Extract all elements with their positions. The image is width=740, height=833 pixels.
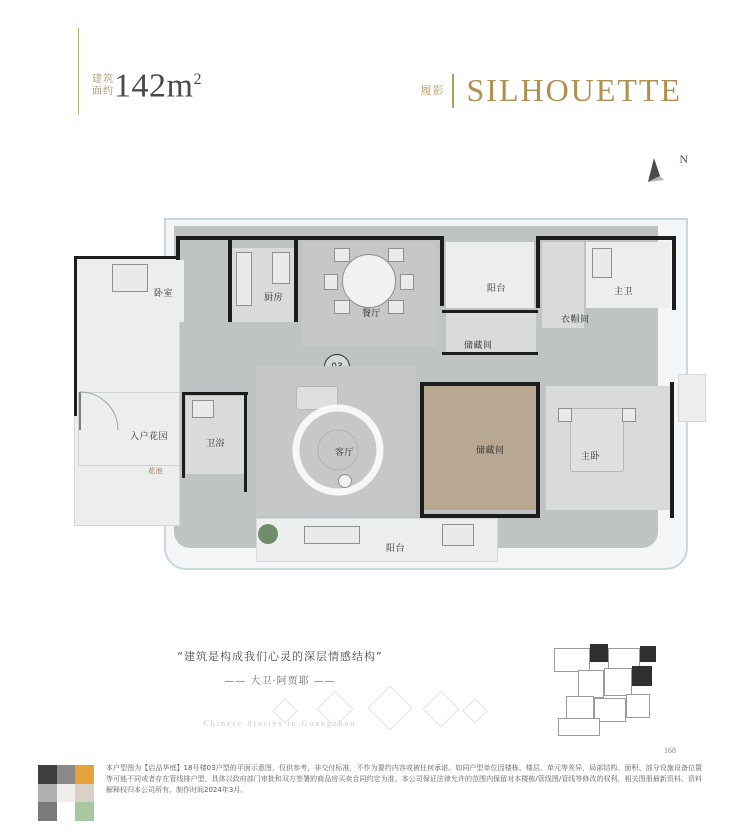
color-swatch (57, 765, 76, 784)
room-label-storage-north: 储藏间 (464, 341, 493, 351)
wall-segment (74, 256, 178, 259)
legal-disclaimer-text: 本户型图为【启品华庭】18号楼03户型的平面示意图，仅供参考，非交付标准，不作为要约内容或被任何承诺。如同户型单位因楼栋、楼层、单元等差异，局部结构、面积、部分设施设备位置等可能不同或者存在管线排户型。具体以政府部门审批和双方签署的商品房买卖合同约定为准。本公司保证法律允许的范围内保留对本楼栋/管线图/管线等修改的权利，相关图册最新资料、资料解释权归本公司所有。制作时间2024年3月。 (106, 764, 702, 794)
brand-name-cn: 履影 (420, 84, 445, 97)
exterior-ac-platform (678, 374, 706, 422)
color-swatch (75, 784, 94, 803)
room-label-dining: 餐厅 (362, 309, 382, 319)
wall-segment (442, 310, 538, 313)
page-footer (0, 757, 740, 833)
color-swatch (38, 765, 57, 784)
header-divider-rule (78, 28, 79, 114)
furniture-dining-chair (388, 300, 404, 314)
brand-divider (452, 74, 454, 108)
wall-segment (228, 236, 232, 322)
furniture-kitchen-counter (236, 252, 252, 306)
brand-name-en: SILHOUETTE (466, 72, 682, 108)
decor-diamond-icon (367, 685, 412, 730)
room-label-master-bedroom: 主卧 (581, 452, 601, 462)
brand-block (420, 72, 682, 109)
decor-diamond-icon (317, 691, 354, 728)
room-label-living: 客厅 (335, 448, 355, 458)
wall-segment (420, 382, 424, 518)
furniture-master-bed (570, 408, 624, 472)
color-swatch (75, 802, 94, 821)
wall-segment (536, 236, 676, 240)
color-swatch (75, 765, 94, 784)
wall-segment (440, 236, 444, 306)
key-plan-block-highlight (640, 646, 656, 662)
furniture-balcony-bench (304, 526, 360, 544)
wall-segment (536, 236, 540, 308)
quote-english-caption: Chinese Stories in Guangzhou (203, 719, 357, 728)
furniture-dining-chair (388, 248, 404, 262)
wall-segment (670, 382, 674, 518)
page-header (0, 0, 740, 140)
furniture-dining-chair (400, 274, 414, 290)
room-label-planter: 花池 (148, 467, 163, 475)
room-label-storage-south: 储藏间 (476, 446, 505, 456)
furniture-nightstand (622, 408, 636, 422)
key-plan-block (626, 694, 650, 718)
room-label-balcony-north: 阳台 (487, 284, 507, 294)
wall-segment (672, 236, 676, 310)
furniture-dining-chair (324, 274, 338, 290)
key-plan-block-highlight (632, 666, 652, 686)
compass-icon (638, 152, 688, 188)
color-swatch (57, 784, 76, 803)
decor-diamond-icon (423, 691, 460, 728)
furniture-kitchen-cabinet (272, 252, 290, 284)
room-label-bathroom: 卫浴 (206, 439, 226, 449)
wall-segment (442, 352, 538, 355)
furniture-bathtub (592, 248, 612, 278)
wall-segment (294, 240, 298, 322)
decor-diamond-icon (272, 698, 297, 723)
key-plan-block (604, 668, 632, 696)
compass-north-label: N (679, 152, 688, 166)
wall-segment (536, 382, 540, 518)
decor-plant-icon (258, 524, 278, 544)
room-label-entry-garden: 入户花园 (130, 432, 169, 442)
area-number: 142m (114, 67, 194, 105)
wall-segment (244, 392, 247, 492)
room-label-walkin-closet: 衣帽间 (561, 315, 590, 325)
area-unit-exponent: 2 (193, 71, 202, 88)
room-label-kitchen: 厨房 (264, 293, 284, 303)
area-value (114, 62, 202, 104)
floor-plan (46, 196, 694, 588)
color-swatch (38, 784, 57, 803)
page-number: 168 (664, 746, 676, 755)
color-swatch-grid (38, 765, 94, 821)
room-balcony-north-area (446, 242, 534, 308)
decor-diamond-row (270, 690, 480, 730)
area-label: 建筑面约 (92, 74, 114, 98)
key-plan-block (554, 648, 590, 672)
furniture-side-table (338, 474, 352, 488)
color-swatch (57, 802, 76, 821)
room-label-bedroom: 卧室 (154, 289, 174, 299)
area-block (92, 62, 202, 104)
key-plan-block-highlight (590, 644, 608, 662)
room-label-master-bath: 主卫 (614, 287, 634, 297)
color-swatch (38, 802, 57, 821)
wall-segment (182, 392, 185, 478)
wall-segment (182, 392, 248, 395)
quote-text: “建筑是构成我们心灵的深层情感结构” (177, 650, 383, 663)
furniture-sink (192, 400, 214, 418)
quote-author: —— 大卫·阿贾耶 —— (224, 676, 336, 687)
furniture-bed (112, 264, 148, 292)
key-plan-block (578, 670, 604, 698)
room-label-balcony-south: 阳台 (386, 544, 406, 554)
furniture-nightstand (558, 408, 572, 422)
furniture-dining-chair (334, 300, 350, 314)
furniture-dining-chair (334, 248, 350, 262)
entry-door-swing-icon (76, 388, 122, 434)
wall-segment (420, 382, 540, 386)
wall-segment (176, 236, 444, 240)
key-plan-diagram (548, 640, 678, 755)
key-plan-block (558, 718, 600, 736)
furniture-balcony-tub (442, 524, 474, 546)
